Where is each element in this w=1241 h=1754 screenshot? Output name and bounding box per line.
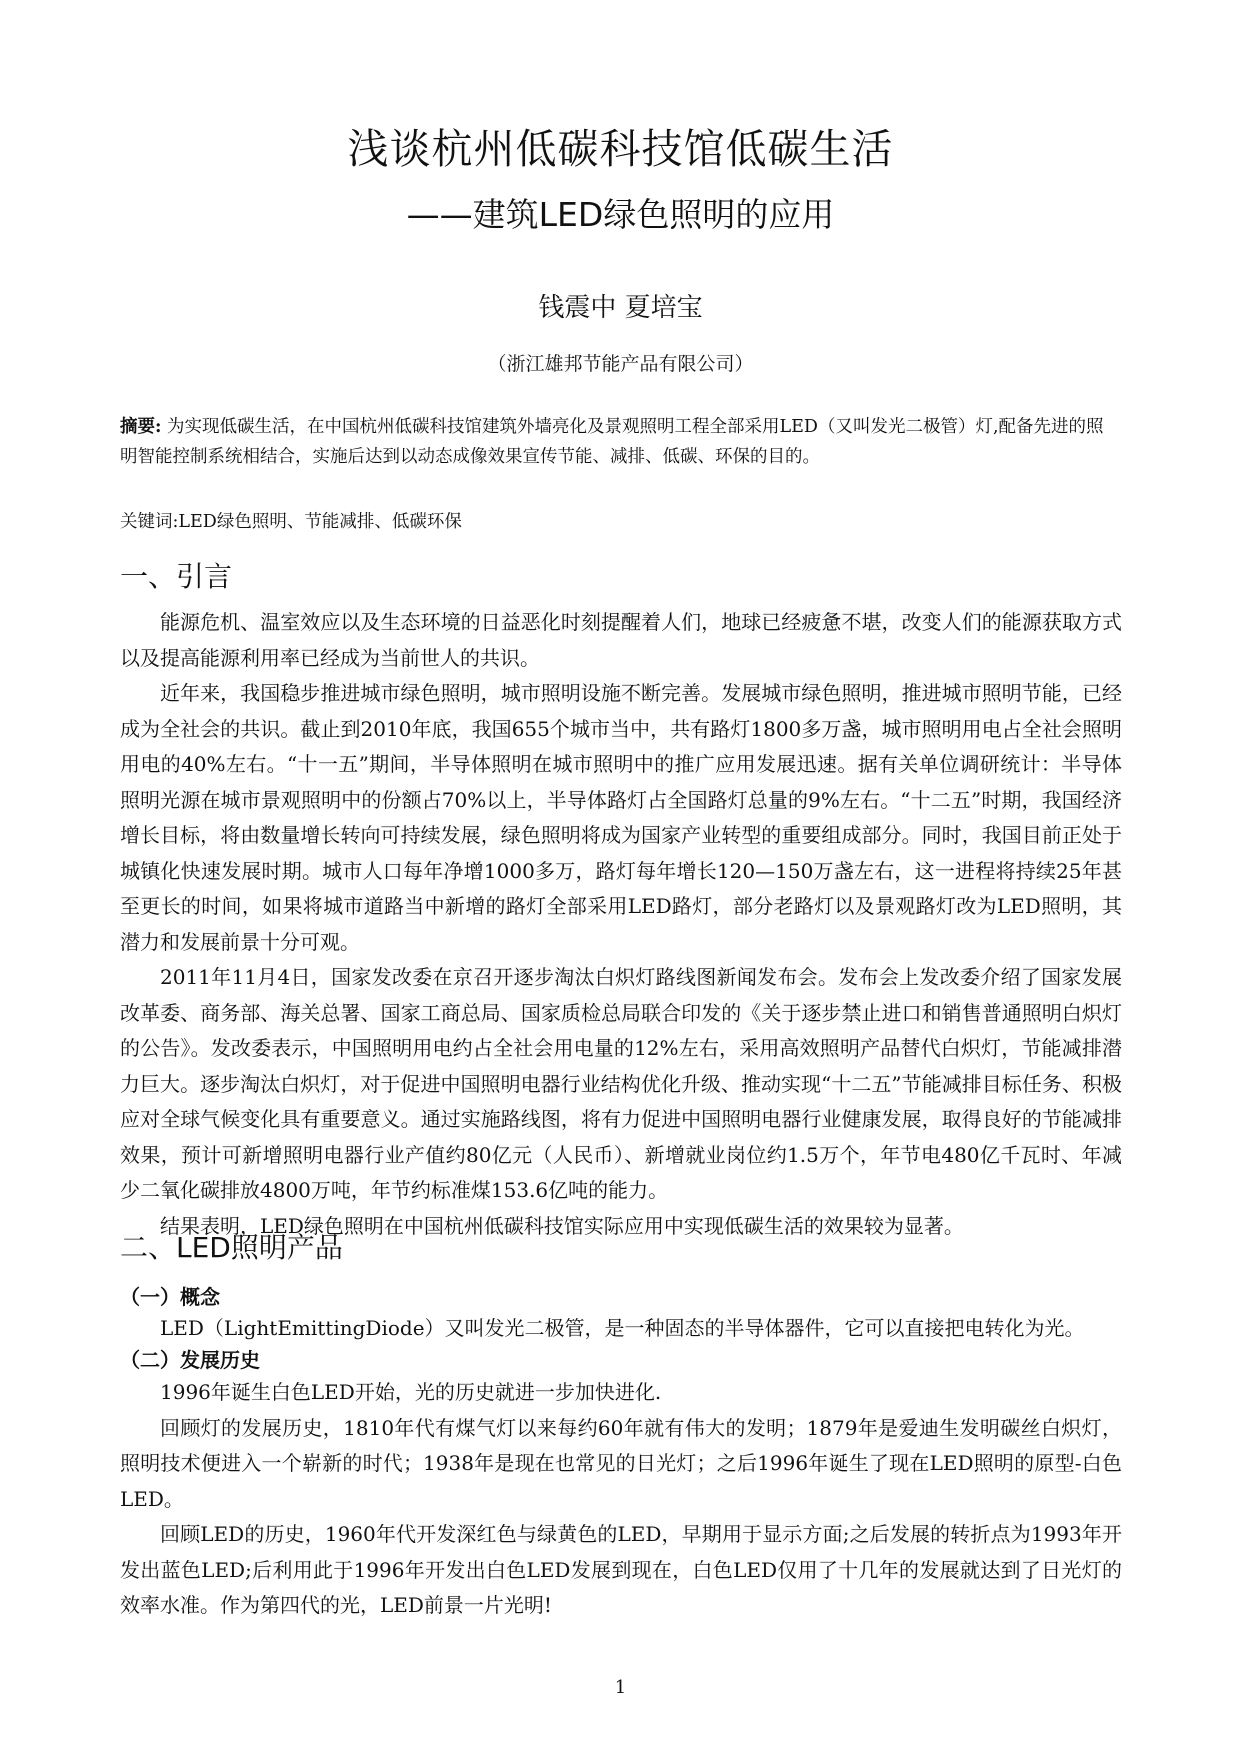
section-heading-intro: 一、引言 — [120, 560, 233, 593]
paragraph: 2011年11月4日，国家发改委在京召开逐步淘汰白炽灯路线图新闻发布会。发布会上发改委介绍了国家发展改革委、商务部、海关总署、国家工商总局、国家质检总局联合印发的《关于逐步禁止进口和销售普通照明白炽灯的公告》。发改委表示，中国照明用电约占全社会用电量的12%左右，采用高效照明产品替代白炽灯，节能减排潜力巨大。逐步淘汰白炽灯，对于促进中国照明电器行业结构优化升级、推动实现“十二五”节能减排目标任务、积极应对全球气候变化具有重要意义。通过实施路线图，将有力促进中国照明电器行业健康发展，取得良好的节能减排效果，预计可新增照明电器行业产值约80亿元（人民币）、新增就业岗位约1.5万个，年节电480亿千瓦时、年减少二氧化碳排放4800万吨，年节约标准煤153.6亿吨的能力。 — [120, 965, 1122, 1202]
subsection-history-body — [120, 1375, 1122, 1624]
paragraph: 回顾LED的历史，1960年代开发深红色与绿黄色的LED，早期用于显示方面;之后发展的转折点为1993年开发出蓝色LED;后利用此于1996年开发出白色LED发展到现在，白色LED仅用了十几年的发展就达到了日光灯的效率水准。作为第四代的光，LED前景一片光明! — [120, 1522, 1122, 1617]
subsection-concept-body — [120, 1311, 1122, 1347]
document-title: 浅谈杭州低碳科技馆低碳生活 — [347, 125, 894, 173]
section-heading-led-products: 二、LED照明产品 — [120, 1231, 343, 1264]
paragraph: 近年来，我国稳步推进城市绿色照明，城市照明设施不断完善。发展城市绿色照明，推进城市照明节能，已经成为全社会的共识。截止到2010年底，我国655个城市当中，共有路灯1800多万盏，城市照明用电占全社会照明用电的40%左右。“十一五”期间，半导体照明在城市照明中的推广应用发展迅速。据有关单位调研统计：半导体照明光源在城市景观照明中的份额占70%以上，半导体路灯占全国路灯总量的9%左右。“十二五”时期，我国经济增长目标，将由数量增长转向可持续发展，绿色照明将成为国家产业转型的重要组成部分。同时，我国目前正处于城镇化快速发展时期。城市人口每年净增1000多万，路灯每年增长120—150万盏左右，这一进程将持续25年甚至更长的时间，如果将城市道路当中新增的路灯全部采用LED路灯，部分老路灯以及景观路灯改为LED照明，其潜力和发展前景十分可观。 — [120, 681, 1122, 954]
authors: 钱震中 夏培宝 — [538, 293, 703, 323]
paragraph: 回顾灯的发展历史，1810年代有煤气灯以来每约60年就有伟大的发明；1879年是爱迪生发明碳丝白炽灯，照明技术便进入一个崭新的时代；1938年是现在也常见的日光灯；之后1996年诞生了现在LED照明的原型-白色LED。 — [120, 1415, 1122, 1511]
paragraph: LED（LightEmittingDiode）又叫发光二极管，是一种固态的半导体器件，它可以直接把电转化为光。 — [160, 1316, 1085, 1340]
subsection-heading-history: （二）发展历史 — [120, 1348, 260, 1372]
abstract — [120, 412, 1120, 472]
paragraph: 1996年诞生白色LED开始，光的历史就进一步加快进化. — [160, 1380, 662, 1404]
paragraph: 结果表明，LED绿色照明在中国杭州低碳科技馆实际应用中实现低碳生活的效果较为显著。 — [160, 1213, 964, 1238]
page-number: 1 — [614, 1677, 627, 1698]
document-subtitle: ——建筑LED绿色照明的应用 — [406, 195, 835, 234]
section-intro-body — [120, 605, 1122, 1244]
abstract-text: 为实现低碳生活，在中国杭州低碳科技馆建筑外墙亮化及景观照明工程全部采用LED（又叫发光二极管）灯,配备先进的照明智能控制系统相结合，实施后达到以动态成像效果宣传节能、减排、低碳、环保的目的。 — [120, 417, 1104, 467]
keywords: 关键词:LED绿色照明、节能减排、低碳环保 — [120, 512, 462, 532]
abstract-label: 摘要: — [120, 417, 162, 437]
subsection-heading-concept: （一）概念 — [120, 1285, 220, 1309]
affiliation: （浙江雄邦节能产品有限公司） — [487, 353, 754, 375]
paragraph: 能源危机、温室效应以及生态环境的日益恶化时刻提醒着人们，地球已经疲惫不堪，改变人们的能源获取方式以及提高能源利用率已经成为当前世人的共识。 — [120, 610, 1122, 670]
